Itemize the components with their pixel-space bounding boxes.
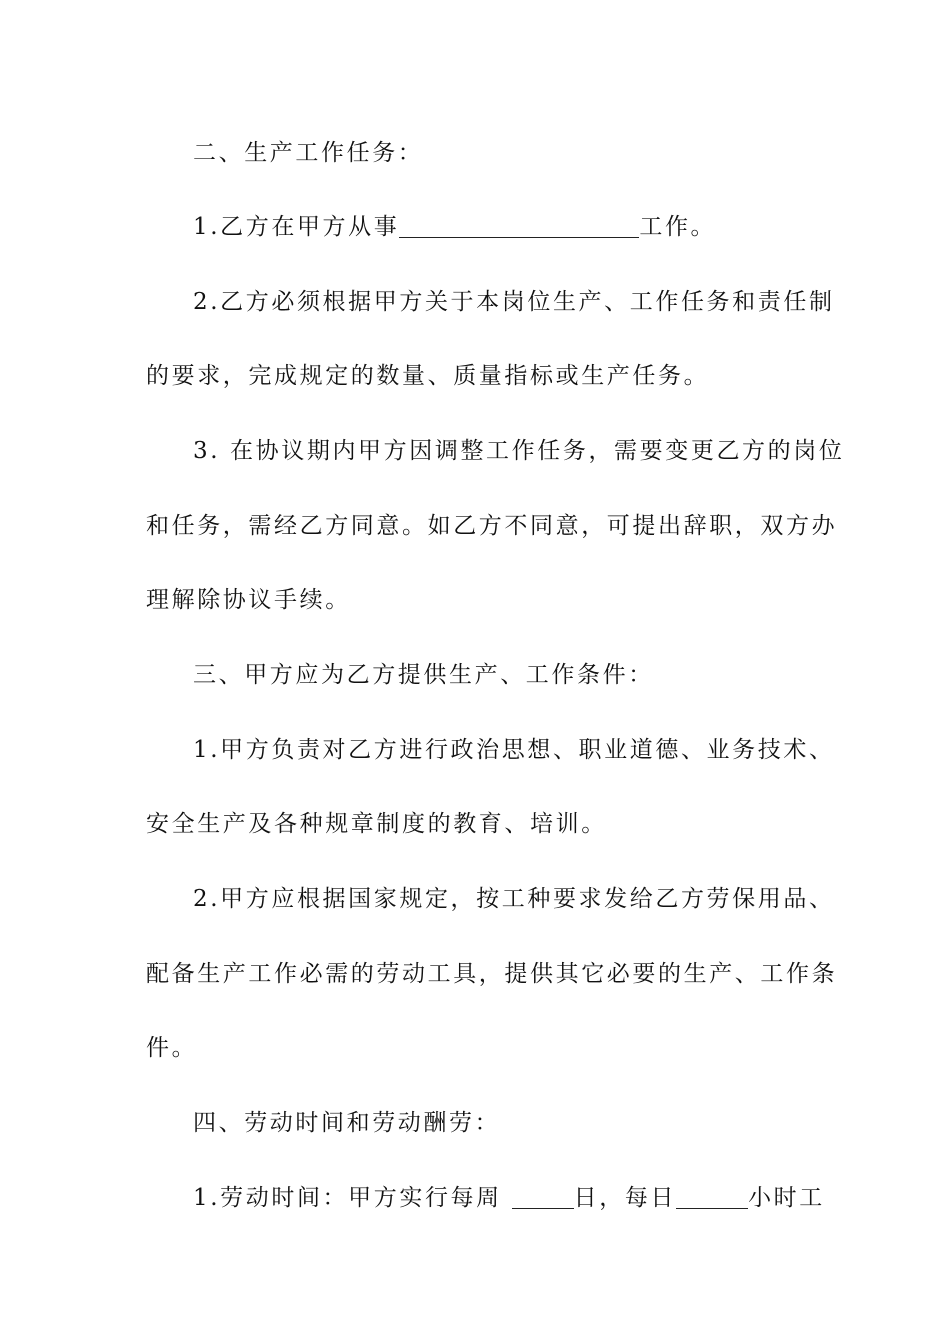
- item-text: 1.乙方在甲方从事: [193, 214, 400, 240]
- section-3-heading: 三、甲方应为乙方提供生产、工作条件：: [193, 662, 654, 688]
- item-text: 日，每日: [573, 1185, 677, 1211]
- section-2-item-3-line-2: 和任务，需经乙方同意。如乙方不同意，可提出辞职，双方办: [146, 513, 838, 539]
- section-4-item-1: [193, 1183, 863, 1213]
- section-2-item-1: [193, 212, 863, 242]
- hours-per-day-blank: [676, 1188, 748, 1209]
- section-2-item-3-line-3: 理解除协议手续。: [146, 587, 351, 613]
- item-text: 1.劳动时间：甲方实行每周: [193, 1185, 512, 1211]
- item-text: 工作。: [639, 214, 717, 240]
- section-2-heading: 二、生产工作任务：: [193, 140, 424, 166]
- section-3-item-1-line-1: 1.甲方负责对乙方进行政治思想、职业道德、业务技术、: [193, 737, 835, 763]
- section-2-item-2-line-2: 的要求，完成规定的数量、质量指标或生产任务。: [146, 363, 710, 389]
- section-3-item-2-line-2: 配备生产工作必需的劳动工具，提供其它必要的生产、工作条: [146, 961, 838, 987]
- days-per-week-blank: [512, 1188, 574, 1209]
- section-3-item-2-line-1: 2.甲方应根据国家规定，按工种要求发给乙方劳保用品、: [193, 886, 835, 912]
- section-3-item-1-line-2: 安全生产及各种规章制度的教育、培训。: [146, 811, 607, 837]
- section-4-heading: 四、劳动时间和劳动酬劳：: [193, 1110, 501, 1136]
- job-title-blank: [399, 217, 639, 238]
- item-text: 小时工: [748, 1185, 825, 1211]
- section-3-item-2-line-3: 件。: [146, 1035, 198, 1061]
- section-2-item-3-line-1: 3. 在协议期内甲方因调整工作任务，需要变更乙方的岗位: [193, 438, 845, 464]
- section-2-item-2-line-1: 2.乙方必须根据甲方关于本岗位生产、工作任务和责任制: [193, 289, 835, 315]
